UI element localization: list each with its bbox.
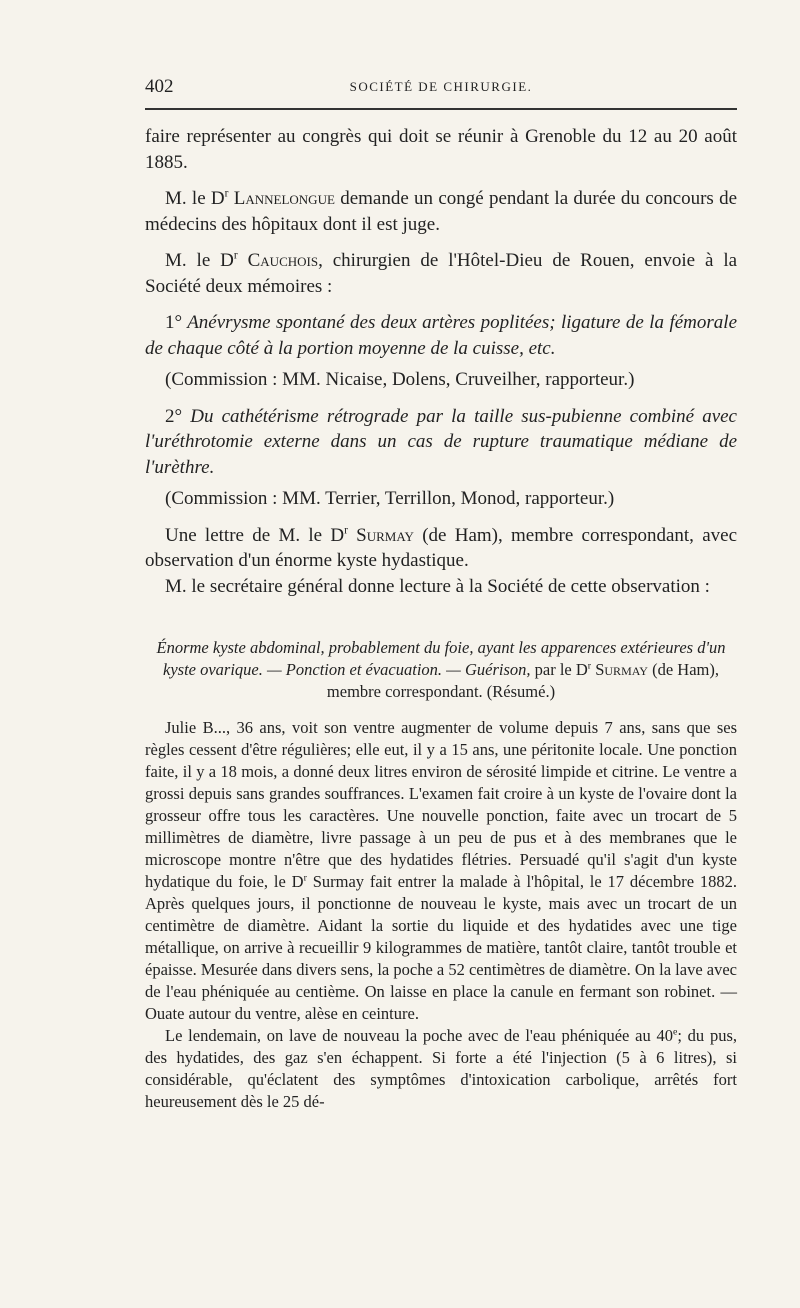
author-name: Surmay <box>595 660 648 679</box>
article-paragraph-2 <box>145 1025 737 1113</box>
text: ; du pus, des hydatides, des gaz s'en échappent. Si forte a été l'injection (5 à 6 litres), si considérable, qu'éclatent des symptômes d'intoxication carbolique, arrêtés fort heureusement dès le 25 dé- <box>145 1026 737 1111</box>
paragraph-lannelongue <box>145 186 737 237</box>
paragraph-surmay-letter <box>145 523 737 574</box>
superscript: r <box>344 524 348 537</box>
title-italic: Énorme kyste abdominal, probablement du foie, ayant les apparences extérieures d'un kyste ovarique. — Ponction et évacuation. — Guérison, <box>156 638 726 679</box>
author-name: Surmay <box>356 524 414 546</box>
superscript: e <box>672 1026 678 1038</box>
paragraph-cauchois <box>145 248 737 299</box>
page-header <box>145 76 737 100</box>
memoir-number: 2° <box>165 405 183 427</box>
text: M. le D <box>165 188 225 209</box>
text: Julie B..., 36 ans, voit son ventre augmenter de volume depuis 7 ans, sans que ses règles cessent d'être régulières; elle eut, il y a 15 ans, une péritonite locale. Une ponction faite, il y a 18 mois, a donné deux litres environ de sérosité limpide et citrine. Le ventre a grossi depuis sans grandes souffrances. L'examen fait croire à un kyste de l'ovaire dont la grosseur offre tous les caractères. Une nouvelle ponction, faite avec un trocart de 5 millimètres de diamètre, livre passage à un peu de pus et à des membranes que le microscope montre n'être que des hydatides flétries. Persuadé qu'il s'agit d'un kyste hydatique du foie, le D <box>145 718 737 891</box>
article-paragraph-1 <box>145 717 737 1025</box>
text: (de Ham), membre correspondant, avec observation d'un énorme kyste hydastique. <box>145 524 738 571</box>
superscript: r <box>587 660 592 672</box>
text: Surmay fait entrer la malade à l'hôpital, le 17 décembre 1882. Après quelques jours, il ponctionne de nouveau le kyste, mais avec un trocart de un centimètre de diamètre. Aidant la sortie du liquide et des hydatides avec une tige métallique, on arrive à recueillir 9 kilogrammes de matière, tantôt claire, tantôt trouble et épaisse. Mesurée dans divers sens, la poche a 52 centimètres de diamètre. On la lave avec de l'eau phéniquée au centième. On laisse en place la canule en fermant son robinet. — Ouate autour du ventre, alèse en ceinture. <box>145 872 737 1023</box>
superscript: r <box>303 872 307 884</box>
superscript: r <box>233 249 238 262</box>
commission-1: (Commission : MM. Nicaise, Dolens, Cruveilher, rapporteur.) <box>165 369 635 390</box>
memoir-title: Anévrysme spontané des deux artères poplitées; ligature de la fémorale de chaque côté à la portion moyenne de la cuisse, etc. <box>145 312 737 359</box>
author-name: Lannelongue <box>233 188 335 209</box>
superscript: r <box>224 187 229 200</box>
memoir-title: Du cathétérisme rétrograde par la taille sus-pubienne combiné avec l'uréthrotomie externe dans un cas de rupture traumatique médiane de l'urèthre. <box>145 405 737 478</box>
minutes-section <box>145 124 737 599</box>
text: M. le D <box>165 250 234 271</box>
commission-2: (Commission : MM. Terrier, Terrillon, Monod, rapporteur.) <box>165 488 615 509</box>
page-number: 402 <box>145 76 174 97</box>
text: , chirurgien de l'Hôtel-Dieu de Rouen, envoie à la Société deux mémoires : <box>145 250 738 297</box>
paragraph-congress: faire représenter au congrès qui doit se réunir à Grenoble du 12 au 20 août 1885. <box>145 126 737 173</box>
article-body <box>145 717 737 1113</box>
article-title <box>145 637 737 703</box>
text: Le lendemain, on lave de nouveau la poche avec de l'eau phéniquée au 40 <box>165 1026 673 1045</box>
memoir-number: 1° <box>165 312 183 333</box>
text: Une lettre de M. le D <box>165 524 345 546</box>
memoir-1 <box>145 310 737 361</box>
running-title: SOCIÉTÉ DE CHIRURGIE. <box>349 79 533 94</box>
text: demande un congé pendant la durée du concours de médecins des hôpitaux dont il est juge. <box>145 188 738 235</box>
header-rule <box>145 108 737 110</box>
page-body <box>145 124 737 1113</box>
title-end: (de Ham), membre correspondant. (Résumé.) <box>326 660 719 701</box>
article-title-text <box>145 637 737 703</box>
author-name: Cauchois <box>247 250 319 271</box>
memoir-2 <box>145 404 737 481</box>
paragraph-secretary: M. le secrétaire général donne lecture à la Société de cette observation : <box>165 575 710 597</box>
title-by: par le D <box>530 660 588 679</box>
